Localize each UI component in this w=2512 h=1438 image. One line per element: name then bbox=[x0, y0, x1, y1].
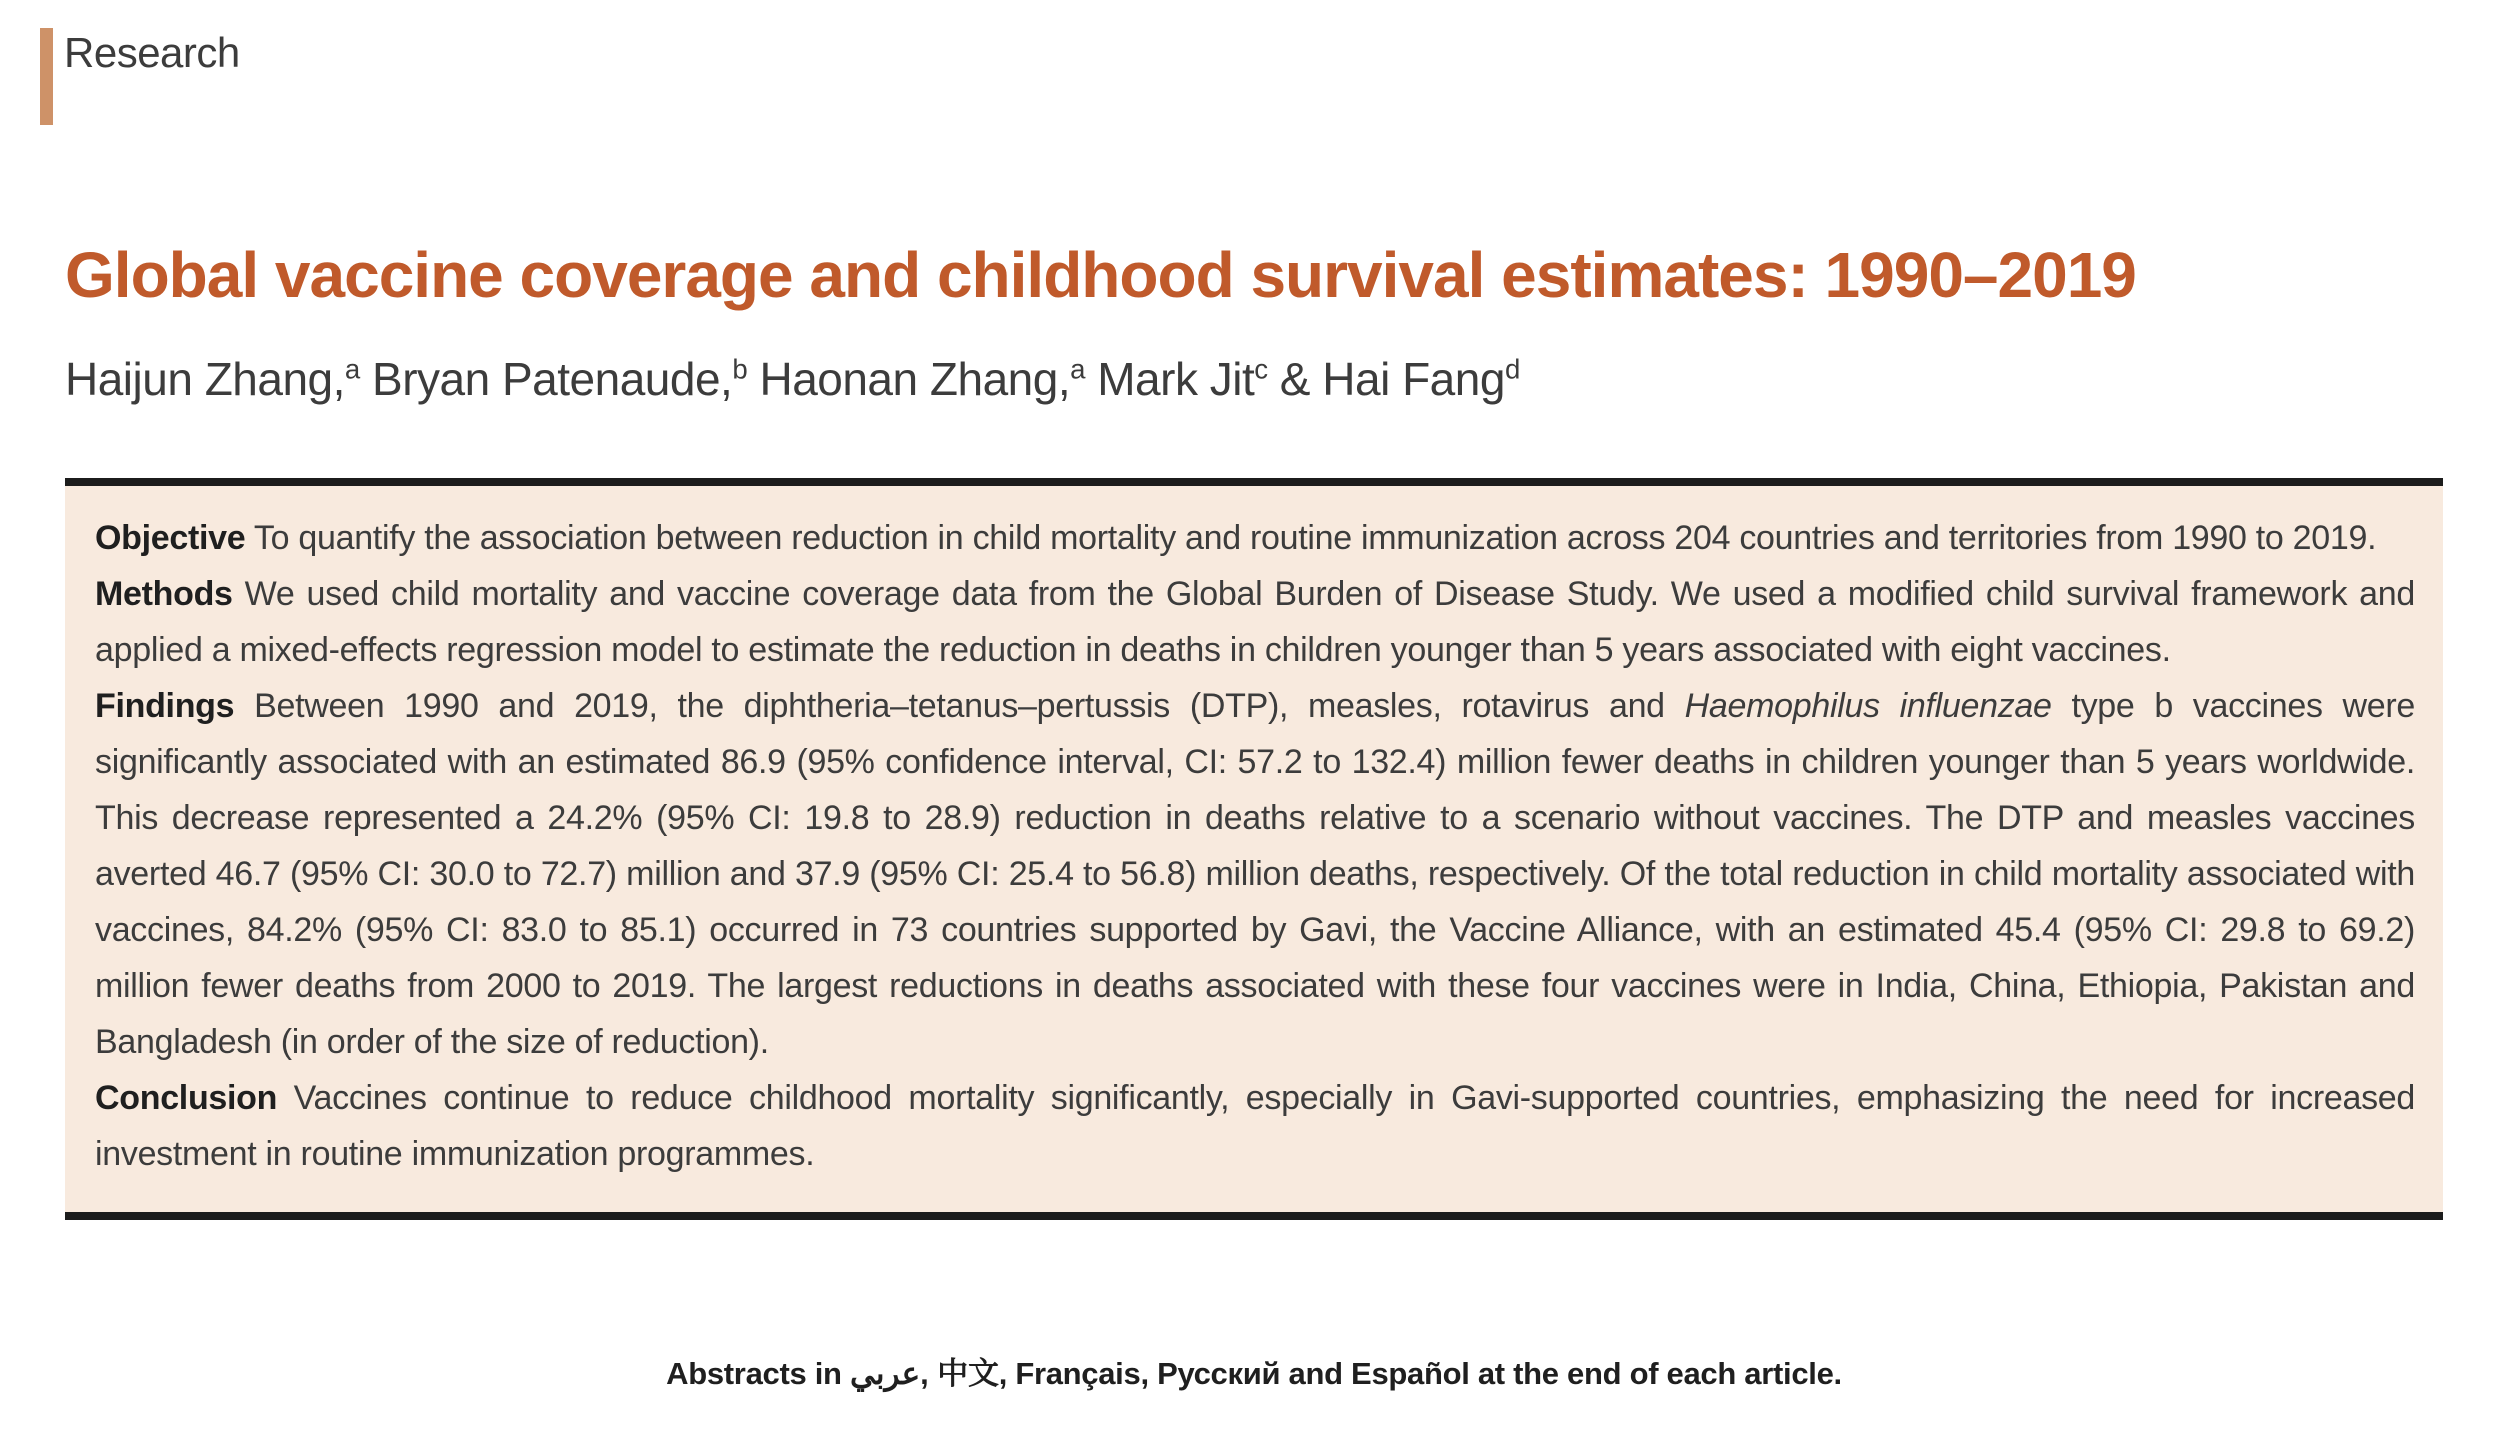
species-name-italic: Haemophilus influenzae bbox=[1684, 687, 2052, 725]
author: Mark Jit$^c$ bbox=[1084, 353, 1268, 405]
abstract-paragraph-methods: Methods We used child mortality and vaccine coverage data from the Global Burden of Disease Study. We used a modified child survival framework and applied a mixed-effects regression model to estimate the reduction in deaths in children younger than 5 years associated with eight vaccines. bbox=[95, 575, 2415, 669]
author-affiliation-mark: d bbox=[1504, 353, 1520, 385]
author-affiliation-mark: c bbox=[1254, 353, 1268, 385]
author-affiliation-mark: b bbox=[732, 353, 748, 385]
author-affiliation-mark: a bbox=[344, 353, 360, 385]
abstract-paragraph-objective: Objective To quantify the association between reduction in child mortality and routine immunization across 204 countries and territories from 1990 to 2019. bbox=[95, 519, 2377, 557]
section-kicker bbox=[40, 28, 240, 125]
author: Haijun Zhang,$^a$ bbox=[65, 353, 360, 405]
abstract-paragraph-conclusion: Conclusion Vaccines continue to reduce childhood mortality significantly, especially in Gavi-supported countries, emphasizing the need for increased investment in routine immunization programmes. bbox=[95, 1079, 2415, 1173]
abstract-label: Findings bbox=[95, 687, 235, 725]
abstract-label: Methods bbox=[95, 575, 233, 613]
abstract-box bbox=[65, 478, 2443, 1220]
abstract-label: Objective bbox=[95, 519, 246, 557]
kicker-label: Research bbox=[64, 29, 240, 76]
author: & Hai Fang$^d$ bbox=[1267, 353, 1520, 405]
article-title: Global vaccine coverage and childhood survival estimates: 1990–2019 bbox=[65, 239, 2136, 311]
abstract-label: Conclusion bbox=[95, 1079, 278, 1117]
author: Bryan Patenaude,$^b$ bbox=[359, 353, 748, 405]
kicker-accent-bar bbox=[40, 28, 53, 125]
abstract-paragraph-findings: Findings Between 1990 and 2019, the diphtheria–tetanus–pertussis (DTP), measles, rotavirus and Haemophilus influenzae type b vaccines were significantly associated with an estimated 86.9 (95% confidence interval, CI: 57.2 to 132.4) million fewer deaths in children younger than 5 years worldwide. This decrease represented a 24.2% (95% CI: 19.8 to 28.9) reduction in deaths relative to a scenario without vaccines. The DTP and measles vaccines averted 46.7 (95% CI: 30.0 to 72.7) million and 37.9 (95% CI: 25.4 to 56.8) million deaths, respectively. Of the total reduction in child mortality associated with vaccines, 84.2% (95% CI: 83.0 to 85.1) occurred in 73 countries supported by Gavi, the Vaccine Alliance, with an estimated 45.4 (95% CI: 29.8 to 69.2) million fewer deaths from 2000 to 2019. The largest reductions in deaths associated with these four vaccines were in India, China, Ethiopia, Pakistan and Bangladesh (in order of the size of reduction). bbox=[95, 687, 2415, 1061]
author-affiliation-mark: a bbox=[1070, 353, 1085, 385]
abstract-languages-note: Abstracts in عربي, 中文, Français, Русский and Español at the end of each article. bbox=[666, 1356, 1842, 1391]
author: Haonan Zhang,$^a$ bbox=[747, 353, 1085, 405]
authors-line bbox=[65, 352, 2443, 406]
